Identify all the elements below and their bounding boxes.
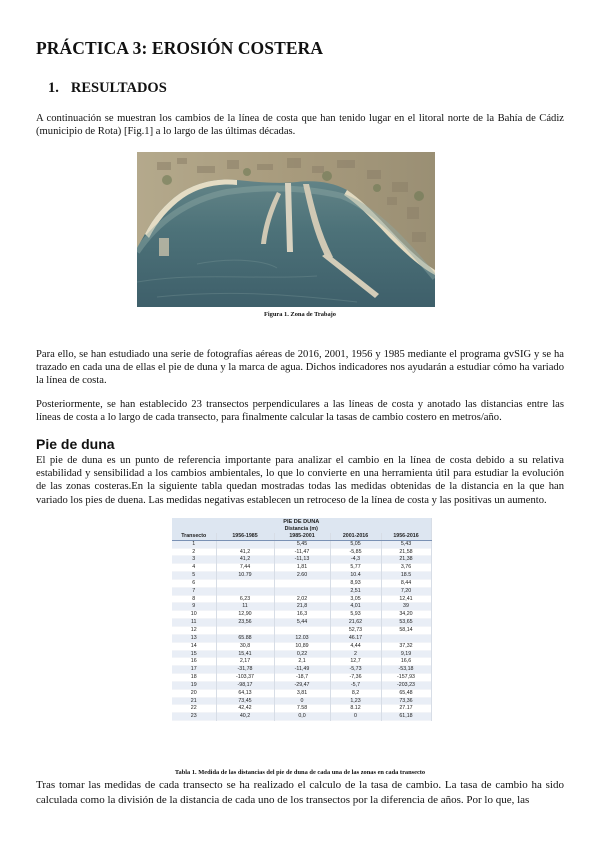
distance-cell: 15,41 — [216, 650, 274, 658]
distance-cell: 40,2 — [216, 713, 274, 721]
distance-cell: 8.12 — [330, 705, 381, 713]
distance-cell: 65.88 — [216, 634, 274, 642]
distance-cell: 12,7 — [330, 658, 381, 666]
distance-cell: 10.79 — [216, 572, 274, 580]
table-row — [172, 634, 431, 642]
distance-cell: 7.58 — [274, 705, 330, 713]
distance-cell: 2,1 — [274, 658, 330, 666]
distance-cell: 5,44 — [274, 619, 330, 627]
distance-cell: 46.17 — [330, 634, 381, 642]
distance-cell: 52,73 — [330, 626, 381, 634]
distance-cell: -98,17 — [216, 681, 274, 689]
distance-cell: -11,49 — [274, 666, 330, 674]
table-row — [172, 681, 431, 689]
table-row — [172, 619, 431, 627]
table-row — [172, 540, 431, 548]
table-row — [172, 689, 431, 697]
distance-cell: 73,36 — [381, 697, 431, 705]
table-row — [172, 603, 431, 611]
transect-cell: 12 — [172, 626, 216, 634]
table-row — [172, 697, 431, 705]
distance-cell: -53,18 — [381, 666, 431, 674]
document-title: PRÁCTICA 3: EROSIÓN COSTERA — [36, 38, 324, 58]
distance-cell: 5,45 — [274, 540, 330, 548]
distance-cell: 58,14 — [381, 626, 431, 634]
transect-cell: 21 — [172, 697, 216, 705]
distance-cell — [216, 540, 274, 548]
distance-cell: 2,17 — [216, 658, 274, 666]
distance-cell: 9,19 — [381, 650, 431, 658]
column-header: 1956-2016 — [381, 533, 431, 540]
distance-cell: 64,13 — [216, 689, 274, 697]
distance-cell — [216, 626, 274, 634]
results-paragraph: Tras tomar las medidas de cada transecto se ha realizado el calculo de la tasa de cambio. La tasa de cambio ha sido calculada como la división de la distancia de cada uno de los transectos por la diferencia de años. Por lo que, las — [36, 779, 564, 806]
transect-cell: 15 — [172, 650, 216, 658]
distance-cell: 0 — [330, 713, 381, 721]
table-row — [172, 564, 431, 572]
table-row — [172, 579, 431, 587]
table-row — [172, 666, 431, 674]
distance-cell — [216, 587, 274, 595]
transect-cell: 22 — [172, 705, 216, 713]
distance-cell: 12,41 — [381, 595, 431, 603]
distance-cell: 4,01 — [330, 603, 381, 611]
table-row — [172, 650, 431, 658]
distance-cell: 16,6 — [381, 658, 431, 666]
distance-cell: 34,20 — [381, 611, 431, 619]
distance-cell: 21,62 — [330, 619, 381, 627]
transect-cell: 17 — [172, 666, 216, 674]
distance-cell: 1,23 — [330, 697, 381, 705]
distance-cell: 21,8 — [274, 603, 330, 611]
distance-cell: 5,77 — [330, 564, 381, 572]
distance-cell: 73,45 — [216, 697, 274, 705]
distance-cell: 2.60 — [274, 572, 330, 580]
distance-cell: 23,56 — [216, 619, 274, 627]
distance-cell: 37,32 — [381, 642, 431, 650]
figure-caption: Figura 1. Zona de Trabajo — [263, 311, 337, 318]
distance-cell: 41,2 — [216, 548, 274, 556]
transect-cell: 2 — [172, 548, 216, 556]
intro-paragraph: A continuación se muestran los cambios de la línea de costa que han tenido lugar en el litoral norte de la Bahía de Cádiz (municipio de Rota) [Fig.1] a lo largo de las últimas décadas. — [36, 113, 564, 138]
transect-cell: 16 — [172, 658, 216, 666]
table-row — [172, 611, 431, 619]
distance-cell: 5,43 — [381, 540, 431, 548]
transect-cell: 5 — [172, 572, 216, 580]
transect-cell: 20 — [172, 689, 216, 697]
table-row — [172, 674, 431, 682]
distance-cell: 11 — [216, 603, 274, 611]
distance-cell: 7,44 — [216, 564, 274, 572]
distance-cell: 41,2 — [216, 556, 274, 564]
distance-cell: 42,42 — [216, 705, 274, 713]
transect-cell: 8 — [172, 595, 216, 603]
transect-cell: 10 — [172, 611, 216, 619]
table-row — [172, 572, 431, 580]
distance-cell: 5,05 — [330, 540, 381, 548]
transect-cell: 6 — [172, 579, 216, 587]
distance-cell: 1,81 — [274, 564, 330, 572]
transect-cell: 18 — [172, 674, 216, 682]
distance-cell: -157,93 — [381, 674, 431, 682]
table-row — [172, 626, 431, 634]
transect-cell: 14 — [172, 642, 216, 650]
transect-cell: 4 — [172, 564, 216, 572]
distance-cell: 7,20 — [381, 587, 431, 595]
table-row — [172, 713, 431, 721]
section-heading — [48, 80, 167, 97]
pie-de-duna-heading: Pie de duna — [36, 436, 115, 452]
distance-cell: 10,89 — [274, 642, 330, 650]
distance-cell: -5,73 — [330, 666, 381, 674]
distance-cell: 39 — [381, 603, 431, 611]
distance-cell: 21,58 — [381, 548, 431, 556]
distance-cell: -5,85 — [330, 548, 381, 556]
transect-cell: 11 — [172, 619, 216, 627]
distance-cell: 10.4 — [330, 572, 381, 580]
distance-cell: -203,23 — [381, 681, 431, 689]
distance-cell: 0,0 — [274, 713, 330, 721]
distance-cell: 6,23 — [216, 595, 274, 603]
transect-cell: 19 — [172, 681, 216, 689]
distance-cell: 8,2 — [330, 689, 381, 697]
pie-de-duna-paragraph: El pie de duna es un punto de referencia importante para analizar el cambio en la línea de costa debido a su relativa estabilidad y sensibilidad a los cambios ambientales, lo que lo convierte en una herramienta útil para estudiar la evolución de las zonas costeras.En la siguiente tabla quedan mostradas todas las medidas obtenidas de la distancia en la que han variado los pies de duena. Las medidas negativas establecen un retroceso de la línea de costa y las positivas un aumento. — [36, 455, 564, 506]
distance-cell: 2,51 — [330, 587, 381, 595]
transect-cell: 13 — [172, 634, 216, 642]
distance-cell: 3,76 — [381, 564, 431, 572]
pie-de-duna-table — [172, 518, 432, 721]
distance-cell: 27.17 — [381, 705, 431, 713]
distance-cell: 53,65 — [381, 619, 431, 627]
distance-cell: 5,93 — [330, 611, 381, 619]
table-title: PIE DE DUNA — [172, 518, 431, 526]
distance-cell: -103,37 — [216, 674, 274, 682]
distance-cell: 12.03 — [274, 634, 330, 642]
distance-cell: 21,38 — [381, 556, 431, 564]
distance-cell: 65,48 — [381, 689, 431, 697]
distance-cell: 2 — [330, 650, 381, 658]
distance-cell — [381, 634, 431, 642]
transect-cell: 9 — [172, 603, 216, 611]
distance-cell: -5,7 — [330, 681, 381, 689]
column-header: 1956-1985 — [216, 533, 274, 540]
distance-cell: -11,13 — [274, 556, 330, 564]
table-caption: Tabla 1. Medida de las distancias del pie de duna de cada una de las zonas en cada transecto — [174, 769, 426, 776]
distance-cell: -31,78 — [216, 666, 274, 674]
transect-cell: 3 — [172, 556, 216, 564]
distance-cell: 4,44 — [330, 642, 381, 650]
distance-cell: 2,02 — [274, 595, 330, 603]
table-row — [172, 595, 431, 603]
distance-cell: 30,8 — [216, 642, 274, 650]
distance-cell: 3,05 — [330, 595, 381, 603]
table-row — [172, 556, 431, 564]
table-subtitle: Distancia (m) — [172, 526, 431, 533]
table-body — [172, 540, 431, 720]
distance-cell: -18,7 — [274, 674, 330, 682]
distance-cell: 8,44 — [381, 579, 431, 587]
distance-cell: 61,18 — [381, 713, 431, 721]
section-number: 1. — [48, 80, 59, 96]
distance-cell — [216, 579, 274, 587]
column-header: Transecto — [172, 533, 216, 540]
distance-cell: -4,3 — [330, 556, 381, 564]
distance-cell: 8,93 — [330, 579, 381, 587]
column-header: 1985-2001 — [274, 533, 330, 540]
column-header: 2001-2016 — [330, 533, 381, 540]
table-row — [172, 642, 431, 650]
distance-cell: 0 — [274, 697, 330, 705]
distance-cell: -29,47 — [274, 681, 330, 689]
table-row — [172, 705, 431, 713]
table-row — [172, 548, 431, 556]
section-title: RESULTADOS — [70, 80, 167, 96]
distance-cell: 18.5 — [381, 572, 431, 580]
transect-cell: 23 — [172, 713, 216, 721]
table-row — [172, 587, 431, 595]
distance-cell: 16,3 — [274, 611, 330, 619]
transects-paragraph: Posteriormente, se han establecido 23 transectos perpendiculares a las líneas de costa y anotado las distancias entre las líneas de costa a lo largo de cada transecto, para finalmente calcular la tasas de cambio costero en metros/año. — [36, 399, 564, 424]
distance-cell: 12,90 — [216, 611, 274, 619]
distance-cell: 3,81 — [274, 689, 330, 697]
distance-cell — [274, 587, 330, 595]
distance-cell: -11,47 — [274, 548, 330, 556]
aerial-photo-image — [137, 152, 435, 307]
distance-cell — [274, 626, 330, 634]
distance-cell: 0,22 — [274, 650, 330, 658]
distance-cell — [274, 579, 330, 587]
transect-cell: 1 — [172, 540, 216, 548]
table-row — [172, 658, 431, 666]
aerial-photo-figure — [137, 152, 435, 307]
distance-cell: -7,36 — [330, 674, 381, 682]
methods-paragraph: Para ello, se han estudiado una serie de fotografías aéreas de 2016, 2001, 1956 y 1985 mediante el programa gvSIG y se ha trazado en cada una de ellas el pie de duna y la marca de agua. Dichos indicadores nos ayudarán a estudiar cómo ha variado la línea de costa. — [36, 349, 564, 387]
transect-cell: 7 — [172, 587, 216, 595]
